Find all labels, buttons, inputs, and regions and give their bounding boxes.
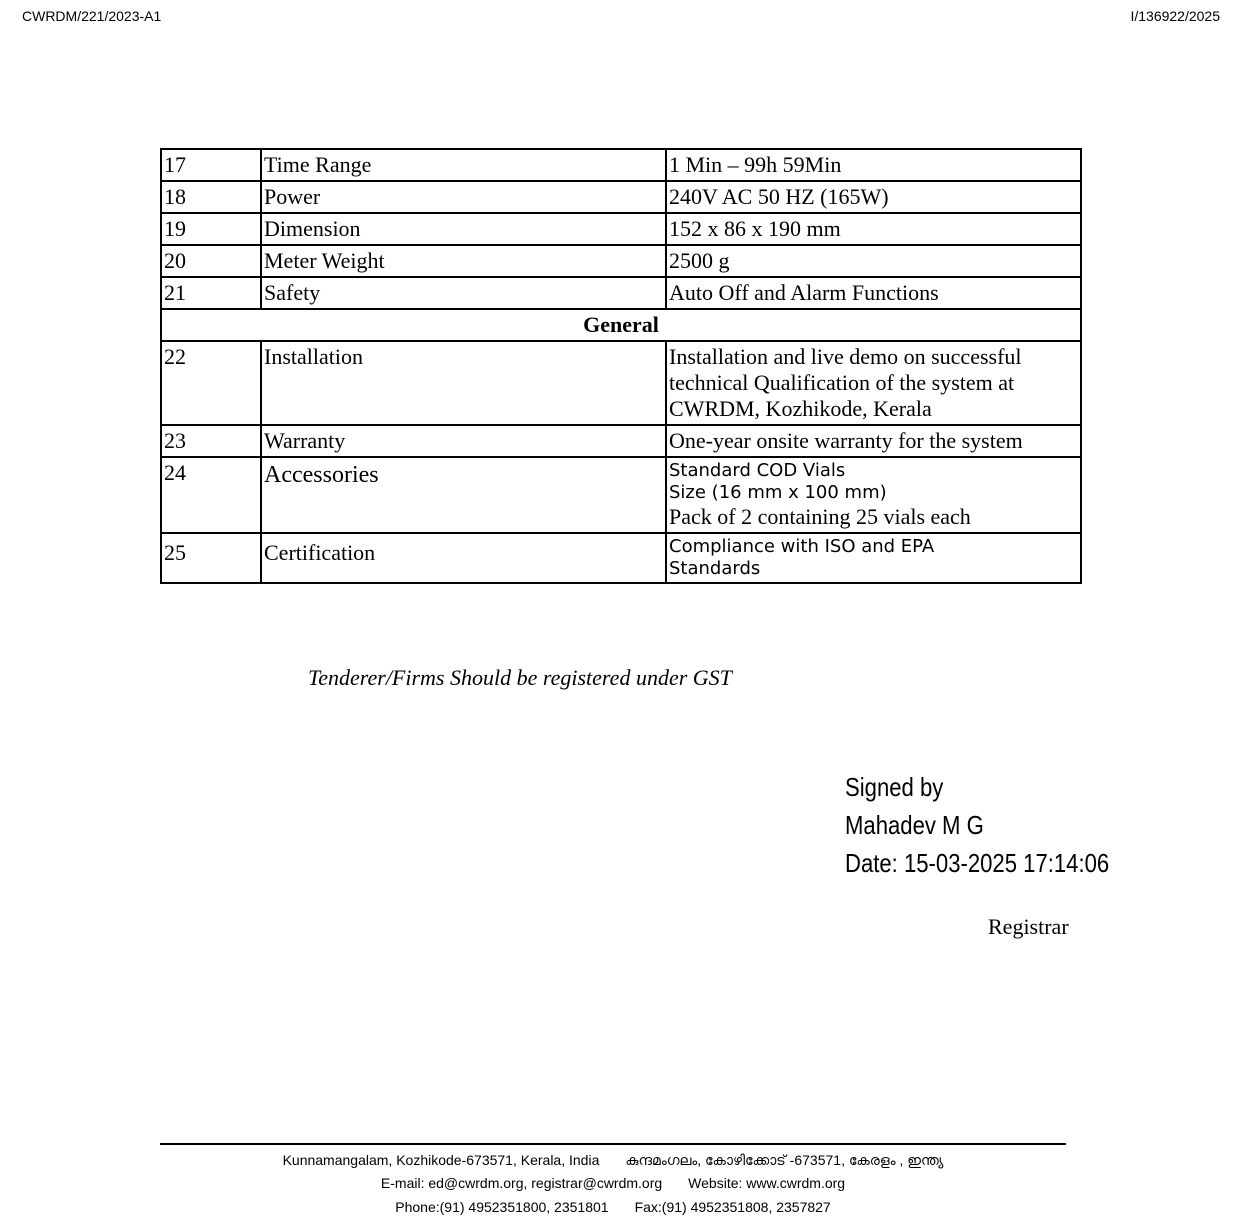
signature-date: Date: 15-03-2025 17:14:06 <box>845 848 1110 878</box>
table-row <box>161 277 1081 309</box>
item-name: Certification <box>261 533 666 583</box>
table-row <box>161 425 1081 457</box>
section-row <box>161 309 1081 341</box>
item-spec: 2500 g <box>666 245 1081 277</box>
spec-line: Size (16 mm x 100 mm) <box>669 482 887 503</box>
item-spec: 240V AC 50 HZ (165W) <box>666 181 1081 213</box>
row-number: 23 <box>161 425 261 457</box>
table-row <box>161 457 1081 533</box>
item-spec <box>666 533 1081 583</box>
table-row <box>161 245 1081 277</box>
table-row <box>161 181 1081 213</box>
item-name: Power <box>261 181 666 213</box>
footer-email: E-mail: ed@cwrdm.org, registrar@cwrdm.org <box>380 1175 663 1191</box>
signed-by-label: Signed by <box>845 772 944 802</box>
gst-note: Tenderer/Firms Should be registered under GST <box>308 665 732 690</box>
row-number: 24 <box>161 457 261 533</box>
row-number: 19 <box>161 213 261 245</box>
footer-phone-number: Phone:(91) 4952351800, 2351801 <box>395 1199 609 1215</box>
footer-divider <box>160 1143 1066 1145</box>
spec-line: Installation and live demo on successful <box>669 344 1022 369</box>
item-name: Accessories <box>261 457 666 533</box>
address-english: Kunnamangalam, Kozhikode-673571, Kerala, India <box>282 1152 600 1168</box>
item-spec <box>666 457 1081 533</box>
item-name: Meter Weight <box>261 245 666 277</box>
item-name: Installation <box>261 341 666 425</box>
spec-line: Standard COD Vials <box>669 460 846 481</box>
item-spec: 1 Min – 99h 59Min <box>666 149 1081 181</box>
row-number: 21 <box>161 277 261 309</box>
specification-table <box>160 148 1082 584</box>
item-name: Time Range <box>261 149 666 181</box>
footer-phone <box>160 1199 1066 1215</box>
row-number: 22 <box>161 341 261 425</box>
row-number: 20 <box>161 245 261 277</box>
spec-line: Standards <box>669 558 761 579</box>
row-number: 25 <box>161 533 261 583</box>
file-number: I/136922/2025 <box>1130 8 1220 24</box>
digital-signature <box>845 768 1109 882</box>
footer-website: Website: www.cwrdm.org <box>688 1175 846 1191</box>
section-heading: General <box>161 309 1081 341</box>
item-name: Warranty <box>261 425 666 457</box>
footer-contact <box>160 1175 1066 1191</box>
row-number: 17 <box>161 149 261 181</box>
item-spec <box>666 341 1081 425</box>
spec-line: Pack of 2 containing 25 vials each <box>669 504 971 529</box>
item-name: Safety <box>261 277 666 309</box>
address-malayalam: കുന്ദമംഗലം, കോഴിക്കോട് -673571, കേരളം , ഇന്ത്യ <box>625 1152 944 1168</box>
signer-name: Mahadev M G <box>845 810 984 840</box>
item-spec: 152 x 86 x 190 mm <box>666 213 1081 245</box>
spec-line: Compliance with ISO and EPA <box>669 536 935 557</box>
document-reference: CWRDM/221/2023-A1 <box>22 8 162 24</box>
item-name: Dimension <box>261 213 666 245</box>
footer-address <box>160 1152 1066 1169</box>
item-spec: One-year onsite warranty for the system <box>666 425 1081 457</box>
spec-line: technical Qualification of the system at <box>669 370 1015 395</box>
row-number: 18 <box>161 181 261 213</box>
table-row <box>161 149 1081 181</box>
table-row <box>161 341 1081 425</box>
spec-line: CWRDM, Kozhikode, Kerala <box>669 396 932 421</box>
designation: Registrar <box>988 914 1069 939</box>
footer-fax: Fax:(91) 4952351808, 2357827 <box>634 1199 831 1215</box>
table-row <box>161 533 1081 583</box>
item-spec: Auto Off and Alarm Functions <box>666 277 1081 309</box>
table-row <box>161 213 1081 245</box>
